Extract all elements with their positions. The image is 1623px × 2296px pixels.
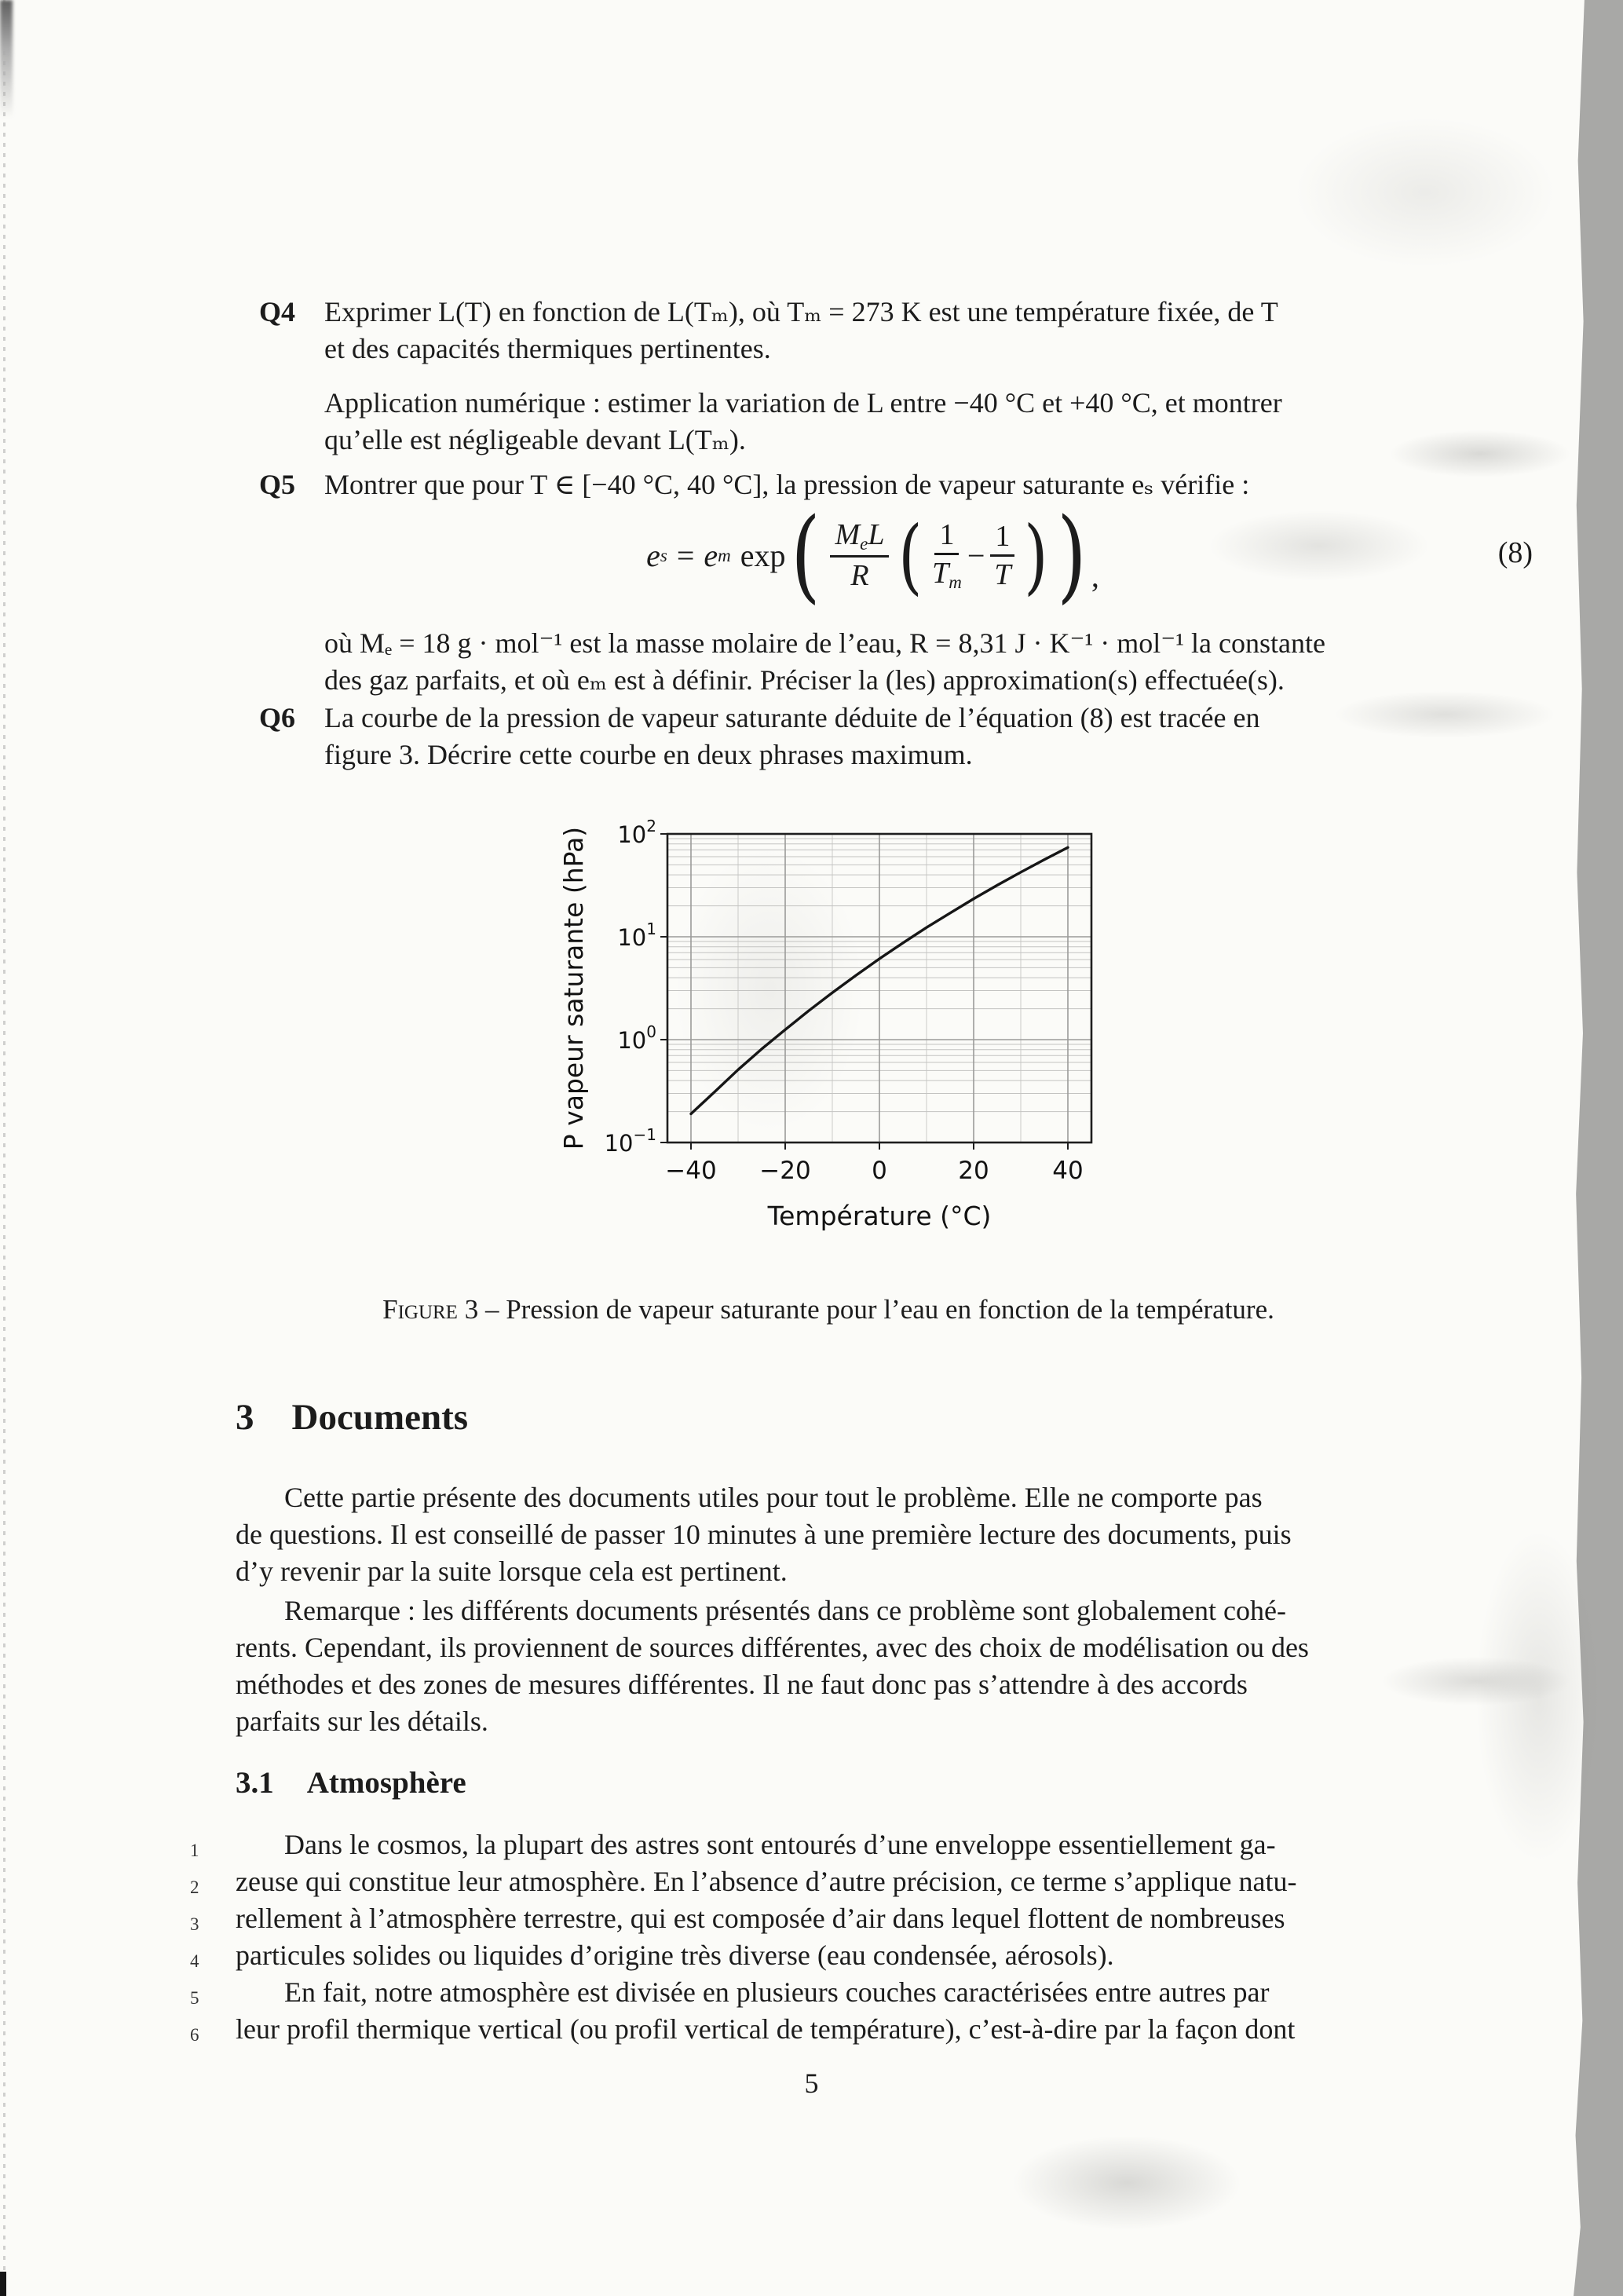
margin-line-number: 6 <box>190 2025 199 2045</box>
svg-text:Température (°C): Température (°C) <box>767 1201 992 1231</box>
scan-left-speckle <box>3 0 5 2296</box>
text-line: parfaits sur les détails. <box>236 1706 488 1737</box>
subsection-heading-atmosphere: 3.1 Atmosphère <box>236 1766 466 1800</box>
vapor-pressure-plot <box>487 795 1162 1250</box>
margin-line-number: 1 <box>190 1841 199 1860</box>
text-line: qu’elle est négligeable devant L(Tₘ). <box>324 424 746 455</box>
equation-8: e s = e m exp ( $\frac{\text{MeL}}{R}$ ( $\frac{1}{Tm}$ − $\frac{1}{T}$ ) ) , (8) <box>646 496 1533 614</box>
scan-smudge <box>1013 2136 1241 2230</box>
figure-3-chart <box>487 795 1162 1250</box>
text-line: figure 3. Décrire cette courbe en deux phrases maximum. <box>324 739 973 770</box>
svg-text:102: $10^2$ <box>617 817 656 848</box>
svg-text:40: 40 <box>1052 1157 1084 1185</box>
text-line: Remarque : les différents documents présentés dans ce problème sont globalement cohé- <box>284 1595 1286 1626</box>
question-q6 <box>259 700 1259 773</box>
eq-exp: exp <box>740 538 786 573</box>
text-line: Cette partie présente des documents utiles pour tout le problème. Elle ne comporte pas <box>284 1482 1263 1513</box>
question-q4 <box>259 294 1282 459</box>
fraction-1-T: $\frac{1}{T}$ <box>990 521 1014 590</box>
question-label: Q5 <box>259 469 296 500</box>
minus-sign: − <box>967 538 985 573</box>
question-label: Q6 <box>259 702 296 733</box>
figure-caption: Figure 3 – Pression de vapeur saturante pour l’eau en fonction de la température. <box>382 1294 1274 1325</box>
text-line: des gaz parfaits, et où eₘ est à définir. Préciser la (les) approximation(s) effectuée(s). <box>324 664 1285 696</box>
figure-caption-text: Pression de vapeur saturante pour l’eau en fonction de la température. <box>506 1294 1274 1325</box>
text-line: rents. Cependant, ils proviennent de sources différentes, avec des choix de modélisation ou des <box>236 1632 1309 1663</box>
margin-line-number: 3 <box>190 1914 199 1934</box>
scan-smudge <box>1296 118 1555 267</box>
equation-number: (8) <box>1497 536 1533 569</box>
text-line: où Mₑ = 18 g · mol⁻¹ est la masse molaire de l’eau, R = 8,31 J · K⁻¹ · mol⁻¹ la constante <box>324 627 1325 659</box>
text-line: d’y revenir par la suite lorsque cela est pertinent. <box>236 1556 788 1587</box>
svg-text:0: 0 <box>872 1157 887 1185</box>
text-line: En fait, notre atmosphère est divisée en plusieurs couches caractérisées entre autres par <box>284 1976 1270 2008</box>
figure-caption-label: Figure 3 <box>382 1294 479 1325</box>
text-line: et des capacités thermiques pertinentes. <box>324 333 771 364</box>
text-line: de questions. Il est conseillé de passer 10 minutes à une première lecture des documents, puis <box>236 1519 1292 1550</box>
svg-text:−20: −20 <box>759 1157 811 1185</box>
text-line: Dans le cosmos, la plupart des astres sont entourés d’une enveloppe essentiellement ga- <box>284 1829 1276 1860</box>
scan-smudge <box>1390 430 1570 477</box>
eq-rhs: e <box>704 538 718 573</box>
text-line: Application numérique : estimer la variation de L entre −40 °C et +40 °C, et montrer <box>324 387 1282 419</box>
svg-text:100: $10^0$ <box>617 1022 656 1054</box>
section-heading-documents: 3 Documents <box>236 1397 469 1438</box>
svg-text:−40: −40 <box>665 1157 717 1185</box>
svg-text:10−1: $10^{-1}$ <box>604 1125 656 1157</box>
eq-lhs: e <box>646 538 660 573</box>
documents-paragraph-1 <box>236 1479 1292 1590</box>
text-line: méthodes et des zones de mesures différentes. Il ne faut donc pas s’attendre à des accords <box>236 1669 1248 1700</box>
scan-smudge <box>1335 691 1555 738</box>
text-line: Exprimer L(T) en fonction de L(Tₘ), où Tₘ = 273 K est une température fixée, de T <box>324 296 1278 327</box>
margin-line-number: 5 <box>190 1988 199 2008</box>
text-line: Montrer que pour T ∈ [−40 °C, 40 °C], la pression de vapeur saturante eₛ vérifie : <box>324 469 1250 500</box>
svg-text:P vapeur saturante (hPa): P vapeur saturante (hPa) <box>558 826 589 1150</box>
atmosphere-paragraph <box>190 1826 1297 2048</box>
scan-smudge <box>1476 1531 1602 1861</box>
documents-paragraph-2 <box>236 1592 1309 1740</box>
svg-text:20: 20 <box>958 1157 989 1185</box>
margin-line-number: 2 <box>190 1877 199 1897</box>
question-label: Q4 <box>259 296 296 327</box>
fraction-MeL-R: $\frac{\text{MeL}}{R}$ <box>830 520 889 591</box>
text-line: La courbe de la pression de vapeur saturante déduite de l’équation (8) est tracée en <box>324 702 1260 733</box>
text-line: zeuse qui constitue leur atmosphère. En l’absence d’autre précision, ce terme s’applique natu- <box>236 1866 1297 1897</box>
scan-bottom-left-mark <box>0 2272 6 2296</box>
page-number: 5 <box>804 2067 819 2099</box>
question-q5-continued <box>324 625 1325 699</box>
text-line: particules solides ou liquides d’origine très diverse (eau condensée, aérosols). <box>236 1940 1114 1971</box>
fraction-1-Tm: $\frac{1}{Tm}$ <box>932 517 962 592</box>
svg-text:101: $10^1$ <box>617 919 656 951</box>
text-line: rellement à l’atmosphère terrestre, qui est composée d’air dans lequel flottent de nombreuses <box>236 1903 1285 1934</box>
text-line: leur profil thermique vertical (ou profil vertical de température), c’est-à-dire par la façon dont <box>236 2013 1296 2045</box>
scan-corner-smudge <box>0 0 13 118</box>
margin-line-number: 4 <box>190 1951 199 1971</box>
scan-edge-shadow <box>1574 0 1623 2296</box>
